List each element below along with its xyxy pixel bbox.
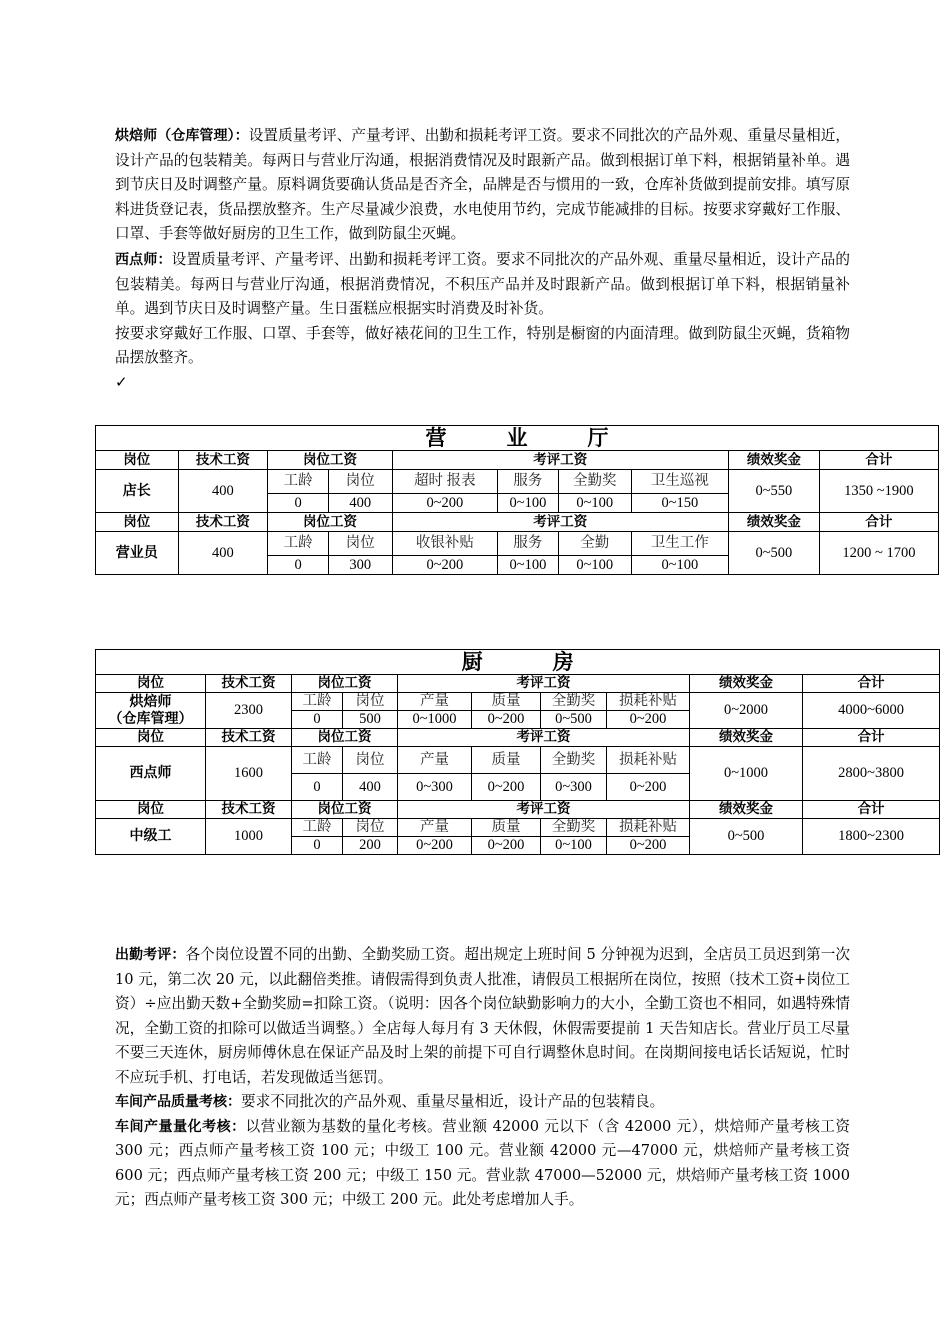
- header-post: 岗位: [96, 729, 206, 747]
- sub-header: 产量: [398, 693, 472, 711]
- cell-value: 0~200: [392, 556, 498, 575]
- cell-value: 0: [268, 556, 329, 575]
- header-tech-wage: 技术工资: [206, 801, 292, 819]
- attendance-paragraph: [115, 943, 850, 1213]
- header-eval-wage: 考评工资: [398, 675, 690, 693]
- sub-header: 卫生巡视: [631, 470, 728, 494]
- table-sales-hall: [95, 425, 939, 575]
- sub-header: 工龄: [268, 470, 329, 494]
- sub-header: 损耗补贴: [607, 747, 690, 774]
- header-total: 合计: [803, 801, 940, 819]
- sub-header: 工龄: [292, 693, 343, 711]
- cell-value: 400: [343, 774, 398, 801]
- cell-value: 0~200: [392, 494, 498, 513]
- header-performance: 绩效奖金: [690, 729, 803, 747]
- header-tech-wage: 技术工资: [206, 729, 292, 747]
- sub-header: 质量: [472, 819, 541, 837]
- sub-header: 产量: [398, 747, 472, 774]
- cell-value: 0~200: [472, 837, 541, 855]
- output-text: 以营业额为基数的量化考核。营业额 42000 元以下（含 42000 元），烘焙师产量考核工资 300 元；西点师产量考核工资 100 元；中级工 100 元。营业额 42000 元—47000 元，烘焙师产量考核工资 600 元；西点师产量考核工资 200 元；中级工 150 元。营业款 47000—52000 元，烘焙师产量考核工资 1000 元；西点师产量考核工资 300 元；中级工 200 元。此处考虑增加人手。: [115, 1117, 851, 1208]
- sub-header: 岗位: [343, 747, 398, 774]
- header-tech-wage: 技术工资: [178, 451, 268, 470]
- cell-value: 500: [343, 711, 398, 729]
- cell-value: 200: [343, 837, 398, 855]
- header-performance: 绩效奖金: [690, 801, 803, 819]
- cell-value: 0: [268, 494, 329, 513]
- sub-header: 全勤奖: [541, 819, 607, 837]
- sub-header: 损耗补贴: [607, 819, 690, 837]
- sub-header: 全勤奖: [541, 747, 607, 774]
- sub-header: 全勤奖: [558, 470, 631, 494]
- header-post-wage: 岗位工资: [292, 729, 398, 747]
- cell-value: 300: [328, 556, 392, 575]
- performance-value: 0~1000: [690, 747, 803, 801]
- baker-text: 设置质量考评、产量考评、出勤和损耗考评工资。要求不同批次的产品外观、重量尽量相近，设计产品的包装精美。每两日与营业厅沟通，根据消费情况及时跟新产品。做到根据订单下料，根据销量补单。遇到节庆日及时调整产量。原料调货要确认货品是否齐全，品牌是否与惯用的一致，仓库补货做到提前安排。填写原料进货登记表，货品摆放整齐。生产尽量减少浪费，水电使用节约，完成节能减排的目标。按要求穿戴好工作服、口罩、手套等做好厨房的卫生工作，做到防鼠尘灭蝇。: [115, 127, 850, 242]
- performance-value: 0~500: [690, 819, 803, 855]
- cell-value: 0~100: [498, 556, 559, 575]
- cell-value: 400: [328, 494, 392, 513]
- tech-wage: 1000: [206, 819, 292, 855]
- header-performance: 绩效奖金: [728, 451, 819, 470]
- header-total: 合计: [819, 451, 938, 470]
- row-label-mid-worker: 中级工: [96, 819, 206, 855]
- sub-header: 工龄: [292, 747, 343, 774]
- header-post: 岗位: [96, 451, 179, 470]
- sub-header: 产量: [398, 819, 472, 837]
- row-label-manager: 店长: [96, 470, 179, 513]
- total-value: 1200 ~ 1700: [819, 532, 938, 575]
- tech-wage: 2300: [206, 693, 292, 729]
- sub-header: 服务: [498, 470, 559, 494]
- cell-value: 0~200: [472, 711, 541, 729]
- tech-wage: 1600: [206, 747, 292, 801]
- attendance-label: 出勤考评：: [115, 947, 186, 963]
- cell-value: 0~200: [607, 774, 690, 801]
- performance-value: 0~550: [728, 470, 819, 513]
- cell-value: 0: [292, 837, 343, 855]
- sub-header: 岗位: [343, 819, 398, 837]
- sub-header: 卫生工作: [631, 532, 728, 556]
- tech-wage: 400: [178, 532, 268, 575]
- total-value: 4000~6000: [803, 693, 940, 729]
- sub-header: 超时 报表: [392, 470, 498, 494]
- row-label-baker: 烘焙师 （仓库管理）: [96, 693, 206, 729]
- header-tech-wage: 技术工资: [206, 675, 292, 693]
- cell-value: 0~150: [631, 494, 728, 513]
- header-performance: 绩效奖金: [728, 513, 819, 532]
- cell-value: 0~1000: [398, 711, 472, 729]
- sub-header: 工龄: [292, 819, 343, 837]
- header-post-wage: 岗位工资: [268, 451, 392, 470]
- check-mark: ✓: [115, 373, 128, 391]
- header-eval-wage: 考评工资: [398, 729, 690, 747]
- cell-value: 0~300: [398, 774, 472, 801]
- sub-header: 质量: [472, 693, 541, 711]
- header-post-wage: 岗位工资: [292, 675, 398, 693]
- header-post: 岗位: [96, 513, 179, 532]
- sub-header: 全勤奖: [541, 693, 607, 711]
- header-post: 岗位: [96, 801, 206, 819]
- intro-paragraph-baker: [115, 124, 850, 247]
- cell-value: 0~100: [631, 556, 728, 575]
- cell-value: 0~100: [558, 494, 631, 513]
- sub-header: 服务: [498, 532, 559, 556]
- tech-wage: 400: [178, 470, 268, 513]
- row-label-clerk: 营业员: [96, 532, 179, 575]
- table-kitchen: [95, 649, 940, 855]
- sub-header: 工龄: [268, 532, 329, 556]
- total-value: 1800~2300: [803, 819, 940, 855]
- intro-paragraph-pastry: [115, 248, 850, 371]
- pastry-text: 设置质量考评、产量考评、出勤和损耗考评工资。要求不同批次的产品外观、重量尽量相近，设计产品的包装精美。每两日与营业厅沟通，根据消费情况，不积压产品并及时跟新产品。做到根据订单下料，根据销量补单。遇到节庆日及时调整产量。生日蛋糕应根据实时消费及时补货。: [115, 251, 851, 317]
- sub-header: 损耗补贴: [607, 693, 690, 711]
- table2-title: 厨 房: [96, 650, 940, 675]
- baker-label: 烘焙师（仓库管理）：: [115, 128, 249, 144]
- cell-value: 0~100: [558, 556, 631, 575]
- total-value: 1350 ~1900: [819, 470, 938, 513]
- output-label: 车间产量量化考核：: [115, 1118, 246, 1135]
- cell-value: 0~100: [498, 494, 559, 513]
- header-total: 合计: [819, 513, 938, 532]
- pastry-text-2: 按要求穿戴好工作服、口罩、手套等，做好裱花间的卫生工作，特别是橱窗的内面清理。做到防鼠尘灭蝇，货箱物品摆放整齐。: [115, 324, 850, 366]
- sub-header: 质量: [472, 747, 541, 774]
- cell-value: 0~200: [607, 837, 690, 855]
- header-performance: 绩效奖金: [690, 675, 803, 693]
- header-post: 岗位: [96, 675, 206, 693]
- header-post-wage: 岗位工资: [268, 513, 392, 532]
- quality-label: 车间产品质量考核：: [115, 1094, 241, 1110]
- cell-value: 0~500: [541, 711, 607, 729]
- total-value: 2800~3800: [803, 747, 940, 801]
- cell-value: 0~200: [398, 837, 472, 855]
- cell-value: 0: [292, 774, 343, 801]
- cell-value: 0: [292, 711, 343, 729]
- table1-title: 营 业 厅: [96, 426, 939, 451]
- cell-value: 0~300: [541, 774, 607, 801]
- row-label-pastry-chef: 西点师: [96, 747, 206, 801]
- sub-header: 收银补贴: [392, 532, 498, 556]
- cell-value: 0~100: [541, 837, 607, 855]
- cell-value: 0~200: [607, 711, 690, 729]
- header-tech-wage: 技术工资: [178, 513, 268, 532]
- header-total: 合计: [803, 729, 940, 747]
- header-post-wage: 岗位工资: [292, 801, 398, 819]
- sub-header: 岗位: [328, 470, 392, 494]
- header-total: 合计: [803, 675, 940, 693]
- header-eval-wage: 考评工资: [392, 513, 728, 532]
- header-eval-wage: 考评工资: [398, 801, 690, 819]
- attendance-text: 各个岗位设置不同的出勤、全勤奖励工资。超出规定上班时间 5 分钟视为迟到，全店员工员迟到第一次 10 元，第二次 20 元，以此翻倍类推。请假需得到负责人批准，请假员工根据所在岗位，按照（技术工资+岗位工资）÷应出勤天数+全勤奖励=扣除工资。（说明：因各个岗位缺勤影响力的大小，全勤工资也不相同，如遇特殊情况，全勤工资的扣除可以做适当调整。）全店每人每月有 3 天休假，休假需要提前 1 天告知店长。营业厅员工尽量不要三天连休，厨房师傅休息在保证产品及时上架的前提下可自行调整休息时间。在岗期间接电话长话短说，忙时不应玩手机、打电话，若发现做适当惩罚。: [115, 946, 850, 1086]
- performance-value: 0~500: [728, 532, 819, 575]
- header-eval-wage: 考评工资: [392, 451, 728, 470]
- sub-header: 岗位: [343, 693, 398, 711]
- quality-text: 要求不同批次的产品外观、重量尽量相近，设计产品的包装精良。: [241, 1093, 665, 1110]
- pastry-label: 西点师：: [115, 252, 172, 268]
- cell-value: 0~200: [472, 774, 541, 801]
- performance-value: 0~2000: [690, 693, 803, 729]
- sub-header: 全勤: [558, 532, 631, 556]
- sub-header: 岗位: [328, 532, 392, 556]
